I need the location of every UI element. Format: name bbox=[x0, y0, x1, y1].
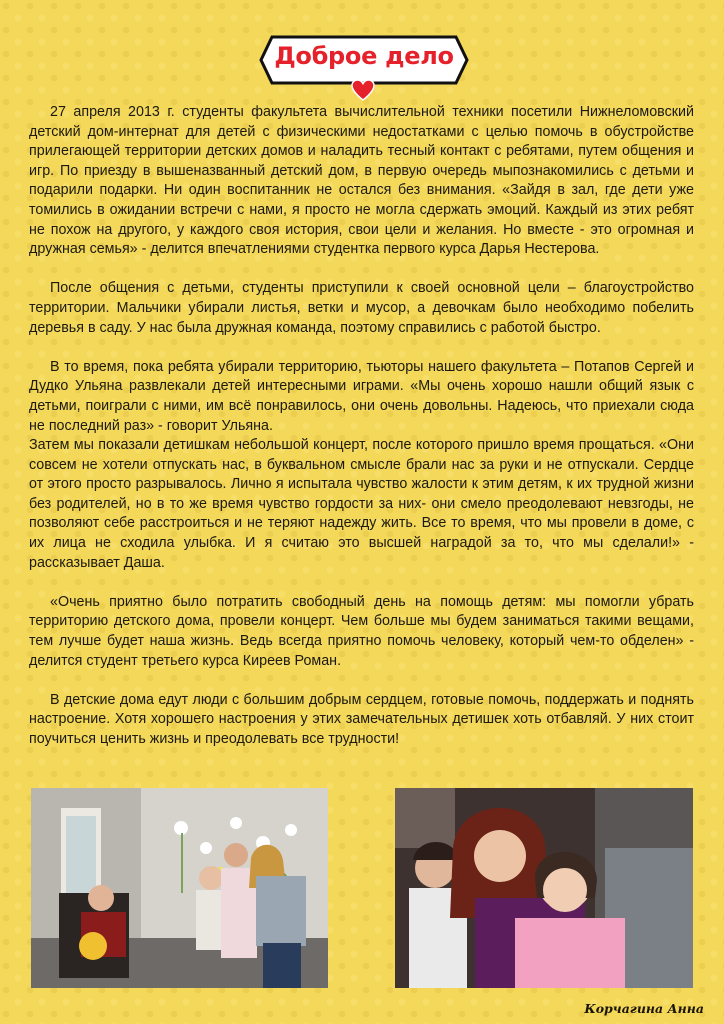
page-title: Доброе дело bbox=[274, 42, 454, 70]
article-paragraph: 27 апреля 2013 г. студенты факультета вычислительной техники посетили Нижнеломовский детский дом-интернат для детей с физическими недостатками с целью помочь в обустройстве прилегающей территории детских домов и наладить тесный контакт с ребятами, путем общения и игр. По приезду в вышеназванный детский дом, в первую очередь мыпознакомились с детьми и подарили подарки. Ни один воспитанник не остался без внимания. «Зайдя в зал, где дети уже томились в ожидании встречи с нами, я просто не могла сдержать эмоций. Каждый из этих ребят не похож на другого, у каждого своя история, свои цели и желания. Но вместе - это огромная и дружная семья» - делится впечатлениями студентка первого курса Дарья Нестерова. bbox=[29, 104, 694, 258]
photo-illustration bbox=[395, 788, 693, 988]
article-paragraph: В детские дома едут люди с большим добрым сердцем, готовые помочь, поддержать и поднять настроение. Хотя хорошего настроения у этих замечательных детишек хоть отбавляй. У них стоит поучиться ценить жизнь и преодолевать все трудности! bbox=[29, 691, 694, 747]
photo-illustration bbox=[31, 788, 328, 988]
article-paragraph: В то время, пока ребята убирали территорию, тьюторы нашего факультета – Потапов Сергей и Дудко Ульяна развлекали детей интересными играми. «Мы очень хорошо нашли общий язык с детьми, поиграли с ними, им всё понравилось, они очень довольны. Надеюсь, что приехали сюда не последний раз» - говорит Ульяна. bbox=[29, 358, 694, 434]
heart-icon bbox=[350, 78, 376, 102]
photo-children-with-students bbox=[31, 788, 328, 988]
article-paragraph: «Очень приятно было потратить свободный день на помощь детям: мы помогли убрать территорию детского дома, провели концерт. Чем больше мы будем заниматься такими вещами, тем лучше будет наша жизнь. Ведь всегда приятно помочь человеку, который чем-то обделен» - делится студент третьего курса Киреев Роман. bbox=[29, 593, 694, 669]
article-body bbox=[29, 103, 694, 769]
author-signature: Корчагина Анна bbox=[584, 1001, 704, 1016]
photo-student-with-girl bbox=[395, 788, 693, 988]
article-paragraph: Затем мы показали детишкам небольшой концерт, после которого пришло время прощаться. «Они совсем не хотели отпускать нас, в буквальном смысле брали нас за руки и не отпускали. Сердце от этого просто разрывалось. Лично я испытала чувство жалости к этим детям, к их трудной жизни без родителей, но в то же время чувство гордости за них- они смело преодолевают невзгоды, не позволяют себе расстроиться и не теряют надежду жить. Все то время, что мы провели в доме, с их лица не сходила улыбка. И я считаю это высшей наградой за то, что мы сделали!» - рассказывает Даша. bbox=[29, 437, 694, 571]
article-paragraph: После общения с детьми, студенты приступили к своей основной цели – благоустройство территории. Мальчики убирали листья, ветки и мусор, а девочкам было необходимо побелить деревья в саду. У нас была дружная команда, поэтому справились с работой быстро. bbox=[29, 280, 694, 336]
